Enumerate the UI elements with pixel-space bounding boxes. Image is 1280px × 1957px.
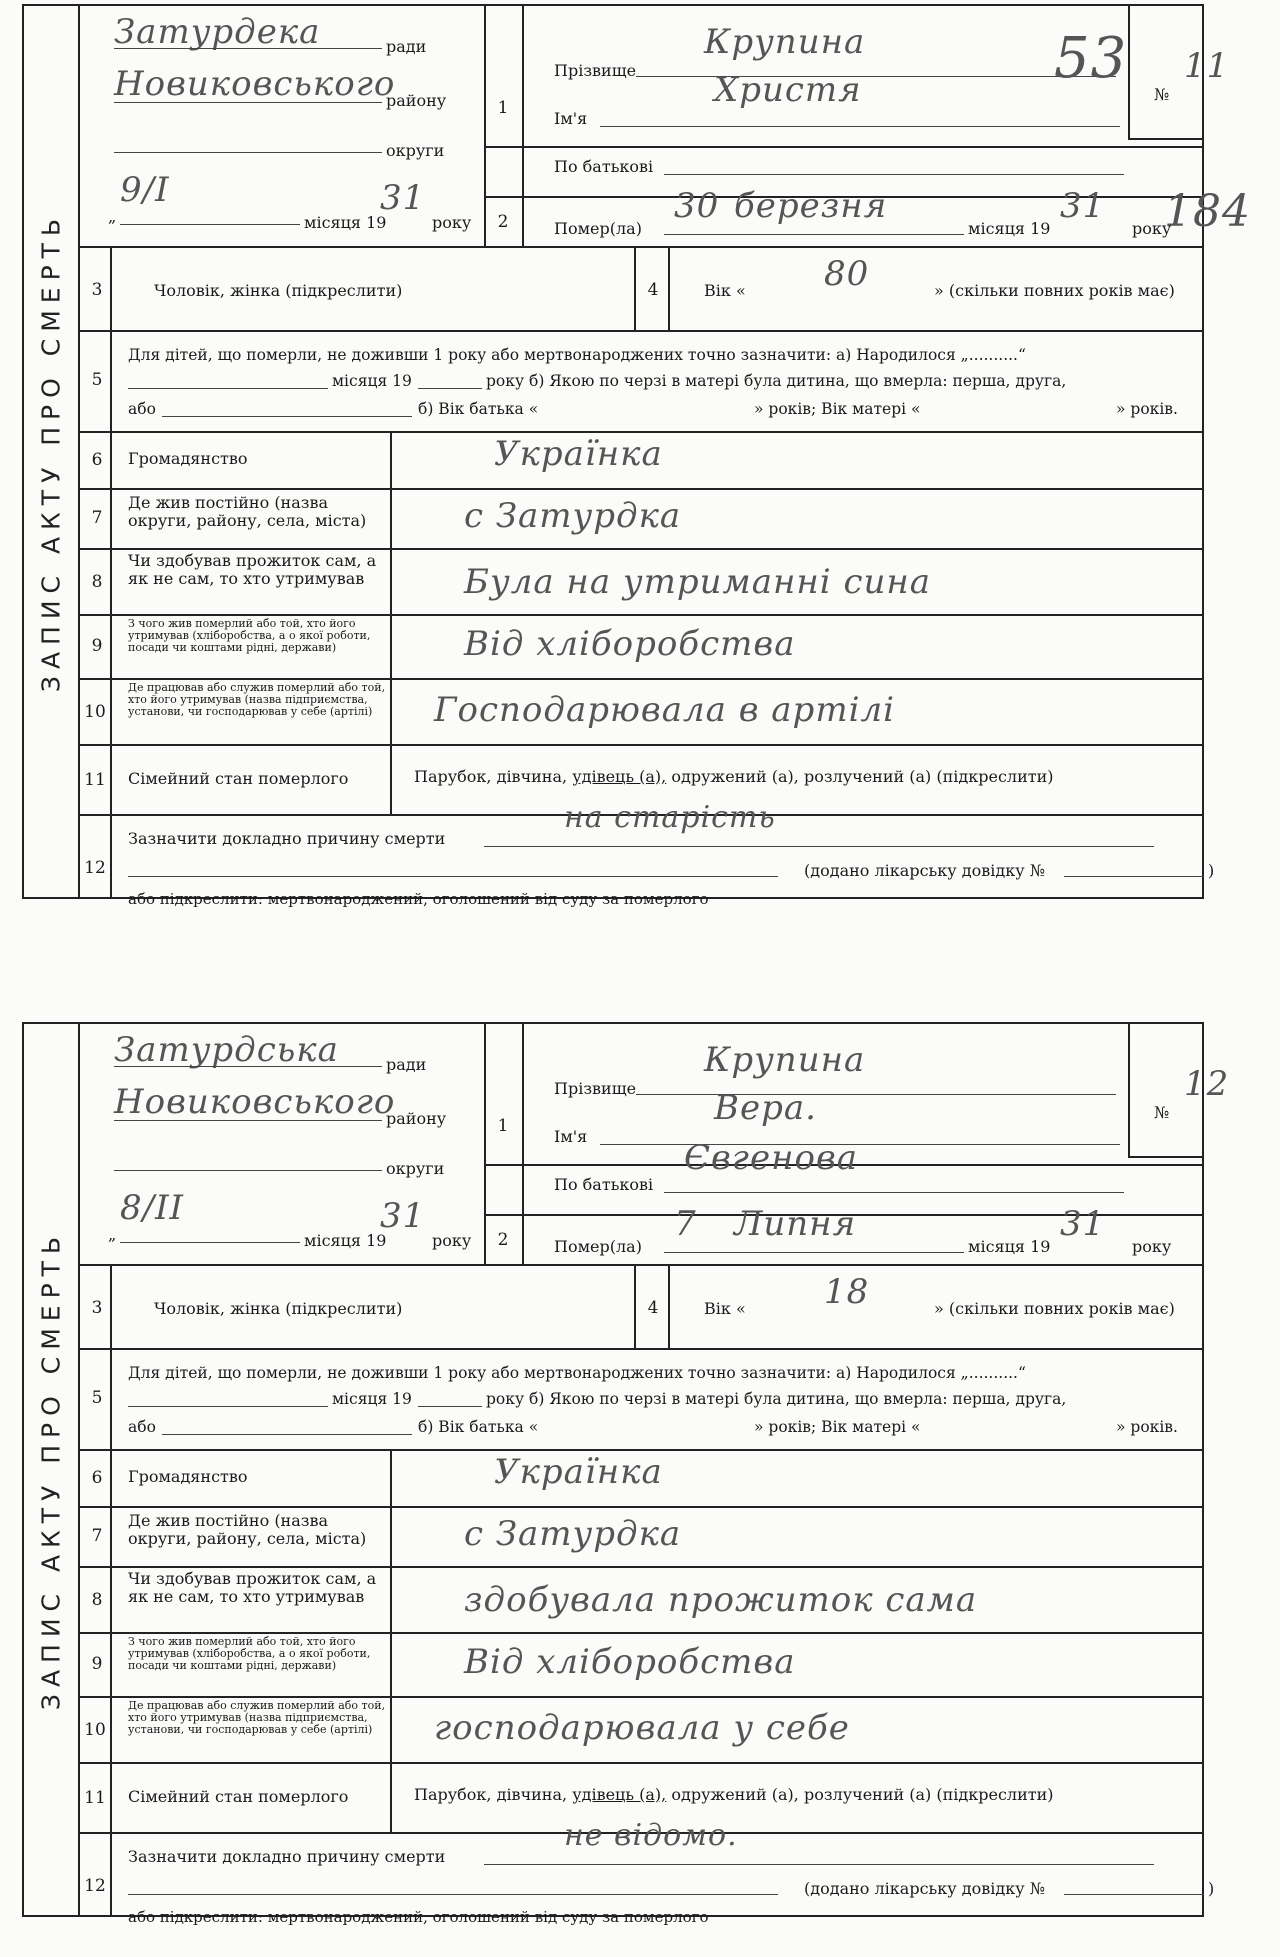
rada-label: ради bbox=[386, 37, 427, 56]
death-year: 31 bbox=[1060, 186, 1106, 226]
record-number: 12 bbox=[1184, 1064, 1230, 1104]
children-line1: Для дітей, що померли, не доживши 1 року або мертвонароджених точно зазначити: а) Народилося „..........“ bbox=[128, 1364, 1026, 1382]
livelihood-value: здобувала прожиток сама bbox=[464, 1580, 978, 1620]
record-number: 11 bbox=[1184, 46, 1230, 86]
residence-value: с Затурдка bbox=[464, 496, 682, 536]
cause-value: на старість bbox=[564, 800, 776, 835]
citizenship-value: Українка bbox=[494, 434, 663, 474]
sex-label: Чоловік, жінка (підкреслити) bbox=[154, 281, 403, 300]
okruhy-label: округи bbox=[386, 1159, 445, 1178]
marital-widow: удівець (а), bbox=[572, 1785, 667, 1804]
source-label: З чого жив померлий або той, хто його утримував (хліборобства, а о якої роботи, посади чи коштами рідні, держави) bbox=[128, 617, 371, 654]
source-label: З чого жив померлий або той, хто його утримував (хліборобства, а о якої роботи, посади чи коштами рідні, держави) bbox=[128, 1635, 371, 1672]
age-value: 18 bbox=[824, 1272, 870, 1312]
residence-label: Де жив постійно (назва округи, району, села, міста) bbox=[128, 1511, 367, 1548]
citizenship-label: Громадянство bbox=[128, 449, 248, 468]
died-label: Помер(ла) bbox=[554, 219, 642, 238]
marital-label: Сімейний стан померлого bbox=[128, 769, 349, 788]
raion-label: району bbox=[386, 1109, 447, 1128]
raion-label: району bbox=[386, 91, 447, 110]
residence-label: Де жив постійно (назва округи, району, села, міста) bbox=[128, 493, 367, 530]
residence-value: с Затурдка bbox=[464, 1514, 682, 1554]
age-label: Вік « bbox=[704, 281, 746, 300]
death-month: березня bbox=[734, 186, 888, 226]
rada-label: ради bbox=[386, 1055, 427, 1074]
death-record-2: ЗАПИС АКТУ ПРО СМЕРТЬ Затурдська ради Новиковського району округи „ 8/II місяця 19 31 року 1 2 Прізвище Крупина Ім'я Вера. По батькові Євгенова № 12 Помер(ла) 7 Липня місяця 19 31 року 3 Чоловік, жінка (підкреслити) 4 Вік « 18 » (скільки повних років має) 5 Для дітей, що померли, не доживши 1 року або мертвонароджених точно зазначити: а) Народилося „..........“ місяця 19 року б) Якою по черзі в матері була дитина, що вмерла: перша, друга, або б) Вік батька « » років; Вік матері « » років. 6 Громадянство Українка 7 Де жив постійно (назва округи, району, села, міста) с Затурдка 8 Чи здобував прожиток сам, а як не сам, то хто утримував здобувала прожиток сама 9 З чого жив померлий або той, хто його утримував (хліборобства, а о якої роботи, посади чи коштами рідні, держави) Від хліборобства 10 Де працював або служив померлий або той, хто його утримував (назва підприємства, установи, чи господарював у себе (артілі) господарювала у себе 11 Сімейний стан померлого Парубок, дівчина, удівець (а), одружений (а), розлучений (а) (підкреслити) 12 Зазначити докладно причину смерти не відомо. (додано лікарську довідку № ) або підкреслити: мертвонароджений, оголошений від суду за померлого bbox=[22, 1022, 1204, 1917]
work-value: Господарювала в артілі bbox=[434, 690, 895, 730]
registration-year: 31 bbox=[380, 178, 426, 218]
age-value: 80 bbox=[824, 254, 870, 294]
livelihood-label: Чи здобував прожиток сам, а як не сам, то хто утримував bbox=[128, 1569, 377, 1606]
raion-value: Новиковського bbox=[114, 1082, 396, 1122]
died-label: Помер(ла) bbox=[554, 1237, 642, 1256]
name-label: Ім'я bbox=[554, 1127, 588, 1146]
raion-value: Новиковського bbox=[114, 64, 396, 104]
no-label: № bbox=[1154, 85, 1170, 104]
registration-day: 8/II bbox=[120, 1188, 184, 1228]
age-label: Вік « bbox=[704, 1299, 746, 1318]
death-record-1: ЗАПИС АКТУ ПРО СМЕРТЬ Затурдека ради Новиковського району округи „ 9/I місяця 19 31 року 1 2 Прізвище Крупина 53 Ім'я Христя По батькові № 11 Помер(ла) 30 березня місяця 19 31 року 184 3 Чоловік, жінка (підкреслити) 4 Вік « 80 » (скільки повних років має) 5 Для дітей, що померли, не доживши 1 року або мертвонароджених точно зазначити: а) Народилося „..........“ місяця 19 року б) Якою по черзі в матері була дитина, що вмерла: перша, друга, або б) Вік батька « » років; Вік матері « » років. 6 Громадянство Українка 7 Де жив постійно (назва округи, району, села, міста) с Затурдка 8 Чи здобував прожиток сам, а як не сам, то хто утримував Була на утриманні сина 9 З чого жив померлий або той, хто його утримував (хліборобства, а о якої роботи, посади чи коштами рідні, держави) Від хліборобства 10 Де працював або служив померлий або той, хто його утримував (назва підприємства, установи, чи господарював у себе (артілі) Господарювала в артілі 11 Сімейний стан померлого Парубок, дівчина, удівець (а), одружений (а), розлучений (а) (підкреслити) 12 Зазначити докладно причину смерти на старість (додано лікарську довідку № ) або підкреслити: мертвонароджений, оголошений від суду за померлого bbox=[22, 4, 1204, 899]
citizenship-value: Українка bbox=[494, 1452, 663, 1492]
cause-label: Зазначити докладно причину смерти bbox=[128, 1847, 446, 1866]
cause-label: Зазначити докладно причину смерти bbox=[128, 829, 446, 848]
patronymic-label: По батькові bbox=[554, 1175, 654, 1194]
work-label: Де працював або служив померлий або той, хто його утримував (назва підприємства, установи, чи господарював у себе (артілі) bbox=[128, 1699, 386, 1736]
month-label: місяця 19 bbox=[304, 1231, 387, 1250]
work-label: Де працював або служив померлий або той, хто його утримував (назва підприємства, установи, чи господарював у себе (артілі) bbox=[128, 681, 386, 718]
death-day: 30 bbox=[674, 186, 720, 226]
month-label: місяця 19 bbox=[304, 213, 387, 232]
registration-day: 9/I bbox=[120, 170, 170, 210]
okruhy-label: округи bbox=[386, 141, 445, 160]
rada-value: Затурдека bbox=[114, 12, 321, 52]
marital-divorced: розлучений (а) bbox=[803, 1785, 932, 1804]
source-value: Від хліборобства bbox=[464, 1642, 796, 1682]
marital-options: Парубок, дівчина, удівець (а), одружений (а), розлучений (а) (підкреслити) bbox=[414, 1785, 1054, 1804]
side-title-text: ЗАПИС АКТУ ПРО СМЕРТЬ bbox=[36, 211, 66, 692]
name-value: Христя bbox=[714, 70, 862, 110]
death-year: 31 bbox=[1060, 1204, 1106, 1244]
livelihood-label: Чи здобував прожиток сам, а як не сам, то хто утримував bbox=[128, 551, 377, 588]
marital-married: одружений (а), bbox=[671, 1785, 799, 1804]
death-month: Липня bbox=[734, 1204, 857, 1244]
name-label: Ім'я bbox=[554, 109, 588, 128]
patronymic-value: Євгенова bbox=[684, 1138, 859, 1178]
marital-label: Сімейний стан померлого bbox=[128, 1787, 349, 1806]
marital-divorced: розлучений (а) bbox=[803, 767, 932, 786]
surname-value: Крупина bbox=[704, 1040, 866, 1080]
age-suffix: » (скільки повних років має) bbox=[934, 281, 1175, 300]
cause-alt: або підкреслити: мертвонароджений, оголошений від суду за померлого bbox=[128, 1908, 709, 1926]
corner-mark-2: 184 bbox=[1164, 186, 1251, 237]
marital-married: одружений (а), bbox=[671, 767, 799, 786]
cause-note: (додано лікарську довідку № bbox=[804, 1879, 1045, 1898]
cause-alt: або підкреслити: мертвонароджений, оголошений від суду за померлого bbox=[128, 890, 709, 908]
age-suffix: » (скільки повних років має) bbox=[934, 1299, 1175, 1318]
no-label: № bbox=[1154, 1103, 1170, 1122]
children-line1: Для дітей, що померли, не доживши 1 року або мертвонароджених точно зазначити: а) Народилося „..........“ bbox=[128, 346, 1026, 364]
marital-widow: удівець (а), bbox=[572, 767, 667, 786]
death-day: 7 bbox=[674, 1204, 697, 1244]
citizenship-label: Громадянство bbox=[128, 1467, 248, 1486]
name-value: Вера. bbox=[714, 1088, 817, 1128]
year-label: року bbox=[432, 1231, 472, 1250]
side-title bbox=[24, 1024, 80, 1915]
registration-year: 31 bbox=[380, 1196, 426, 1236]
surname-value: Крупина bbox=[704, 22, 866, 62]
surname-label: Прізвище bbox=[554, 61, 637, 80]
surname-label: Прізвище bbox=[554, 1079, 637, 1098]
livelihood-value: Була на утриманні сина bbox=[464, 562, 932, 602]
source-value: Від хліборобства bbox=[464, 624, 796, 664]
marital-options: Парубок, дівчина, удівець (а), одружений (а), розлучений (а) (підкреслити) bbox=[414, 767, 1054, 786]
cause-note: (додано лікарську довідку № bbox=[804, 861, 1045, 880]
side-title bbox=[24, 6, 80, 897]
year-label: року bbox=[432, 213, 472, 232]
patronymic-label: По батькові bbox=[554, 157, 654, 176]
side-title-text: ЗАПИС АКТУ ПРО СМЕРТЬ bbox=[36, 1229, 66, 1710]
work-value: господарювала у себе bbox=[434, 1708, 850, 1748]
rada-value: Затурдська bbox=[114, 1030, 339, 1070]
corner-mark: 53 bbox=[1054, 26, 1128, 91]
sex-label: Чоловік, жінка (підкреслити) bbox=[154, 1299, 403, 1318]
cause-value: не відомо. bbox=[564, 1818, 738, 1853]
